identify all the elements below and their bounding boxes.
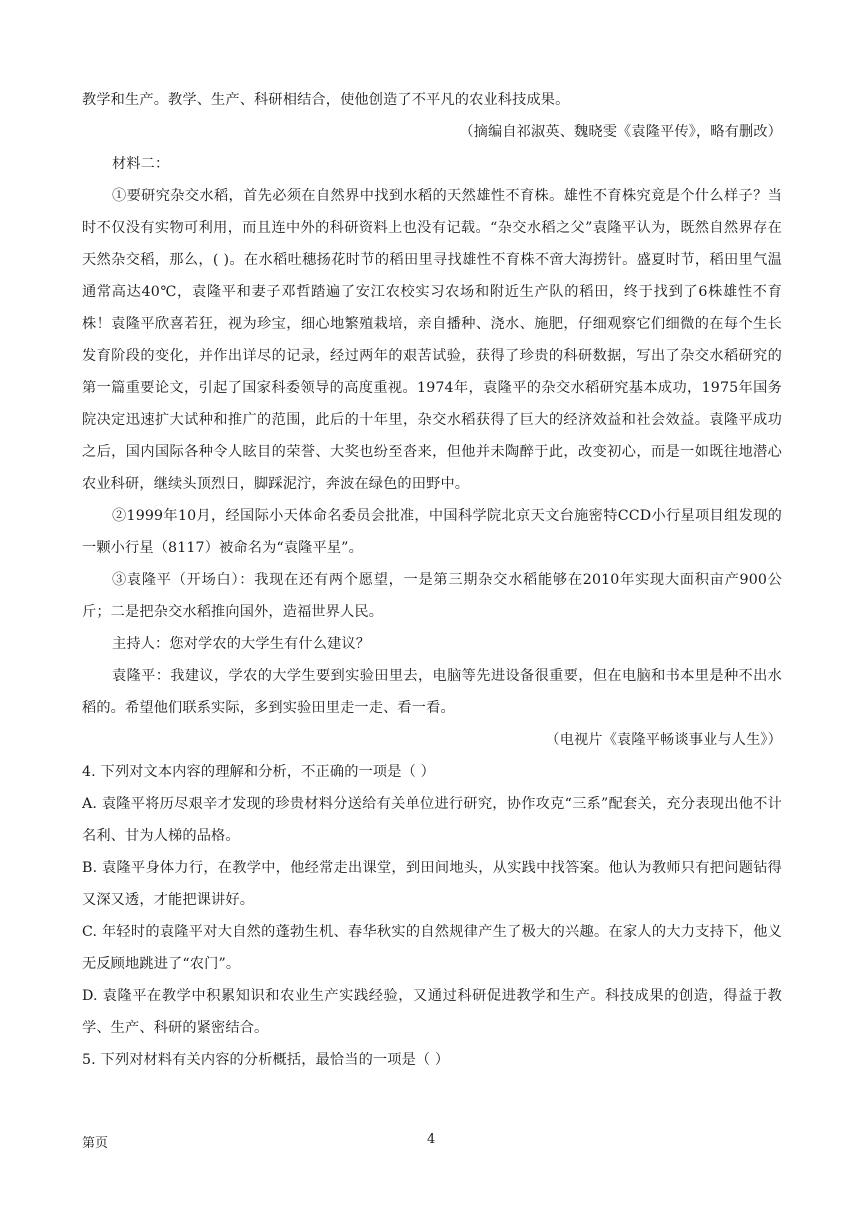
source-citation: （摘编自祁淑英、魏晓雯《袁隆平传》，略有删改） <box>459 124 782 140</box>
page-body <box>82 84 782 1076</box>
material-paragraph: ②1999年10月，经国际小天体命名委员会批准，中国科学院北京天文台施密特CCD小行星项目组发现的一颗小行星（8117）被命名为“袁隆平星”。 <box>82 508 782 556</box>
answer-option: C. 年轻时的袁隆平对大自然的蓬勃生机、春华秋实的自然规律产生了极大的兴趣。在家人的大力支持下，他义无反顾地跳进了“农门”。 <box>82 924 782 972</box>
question-stem: 4. 下列对文本内容的理解和分析，不正确的一项是（ ） <box>82 764 435 780</box>
answer-option: A. 袁隆平将历尽艰辛才发现的珍贵材料分送给有关单位进行研究，协作攻克“三系”配套关，充分表现出他不计名利、甘为人梯的品格。 <box>82 796 782 844</box>
section-heading: 材料二： <box>112 156 170 172</box>
dialogue-line: 袁隆平：我建议，学农的大学生要到实验田里去，电脑等先进设备很重要，但在电脑和书本里是种不出水稻的。希望他们联系实际，多到实验田里走一走、看一看。 <box>82 668 782 716</box>
footer-label: 第页 <box>82 1136 109 1151</box>
answer-option: B. 袁隆平身体力行，在教学中，他经常走出课堂，到田间地头，从实践中找答案。他认为教师只有把问题钻得又深又透，才能把课讲好。 <box>82 860 782 908</box>
page-number: 4 <box>427 1132 436 1147</box>
paragraph-continuation: 教学和生产。教学、生产、科研相结合，使他创造了不平凡的农业科技成果。 <box>82 92 570 108</box>
question-stem: 5. 下列对材料有关内容的分析概括，最恰当的一项是（ ） <box>82 1052 450 1068</box>
dialogue-line: 主持人：您对学农的大学生有什么建议？ <box>112 636 371 652</box>
answer-option: D. 袁隆平在教学中积累知识和农业生产实践经验，又通过科研促进教学和生产。科技成果的创造，得益于教学、生产、科研的紧密结合。 <box>82 988 782 1036</box>
source-citation: （电视片《袁隆平畅谈事业与人生》） <box>545 732 782 748</box>
material-paragraph: ③袁隆平（开场白）：我现在还有两个愿望，一是第三期杂交水稻能够在2010年实现大面积亩产900公斤；二是把杂交水稻推向国外，造福世界人民。 <box>82 572 782 620</box>
material-paragraph: ①要研究杂交水稻，首先必须在自然界中找到水稻的天然雄性不育株。雄性不育株究竟是个什么样子？当时不仅没有实物可利用，而且连中外的科研资料上也没有记载。“杂交水稻之父”袁隆平认为，既然自然界存在天然杂交稻，那么，( )。在水稻吐穗扬花时节的稻田里寻找雄性不育株不啻大海捞针。盛夏时节，稻田里气温通常高达40℃，袁隆平和妻子邓哲踏遍了安江农校实习农场和附近生产队的稻田，终于找到了6株雄性不育株！袁隆平欣喜若狂，视为珍宝，细心地繁殖栽培，亲自播种、浇水、施肥，仔细观察它们细微的在每个生长发育阶段的变化，并作出详尽的记录，经过两年的艰苦试验，获得了珍贵的科研数据，写出了杂交水稻研究的第一篇重要论文，引起了国家科委领导的高度重视。1974年，袁隆平的杂交水稻研究基本成功，1975年国务院决定迅速扩大试种和推广的范围，此后的十年里，杂交水稻获得了巨大的经济效益和社会效益。袁隆平成功之后，国内国际各种令人眩目的荣誉、大奖也纷至沓来，但他并未陶醉于此，改变初心，而是一如既往地潜心农业科研，继续头顶烈日，脚踩泥泞，奔波在绿色的田野中。 <box>82 188 782 492</box>
